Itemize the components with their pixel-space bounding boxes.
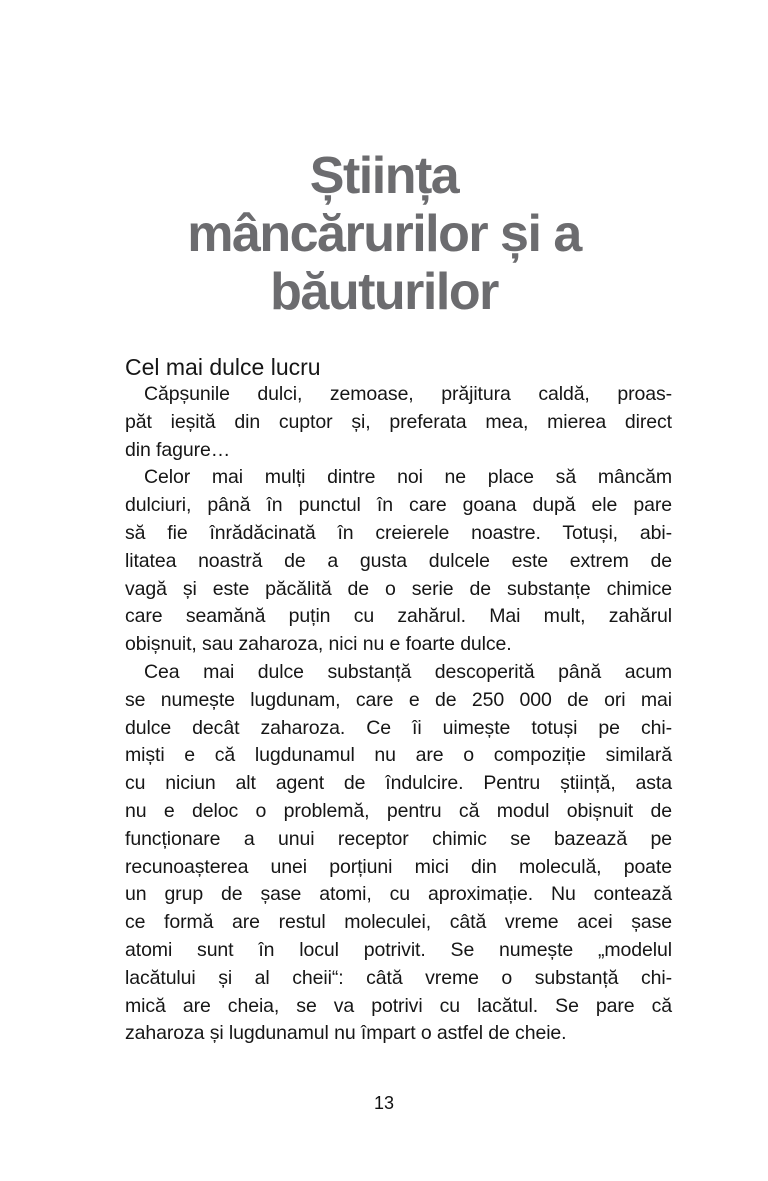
section-heading: Cel mai dulce lucru	[125, 354, 321, 381]
text-line: nu e deloc o problemă, pentru că modul obișnuit de	[125, 799, 672, 822]
text-line: vagă și este păcălită de o serie de substanțe chimice	[125, 577, 672, 600]
text-line: dulciuri, până în punctul în care goana după ele pare	[125, 494, 672, 517]
chapter-title-line: mâncărurilor și a	[187, 204, 581, 263]
text-line: Cea mai dulce substanță descoperită până acum	[144, 660, 672, 683]
paragraph	[125, 464, 672, 659]
text-line: din fagure…	[125, 438, 231, 461]
text-line: cu niciun alt agent de îndulcire. Pentru știință, asta	[125, 772, 672, 795]
page-number: 13	[373, 1093, 395, 1113]
text-line: un grup de șase atomi, cu aproximație. Nu contează	[125, 883, 672, 906]
text-line: păt ieșită din cuptor și, preferata mea, mierea direct	[125, 410, 672, 433]
text-line: atomi sunt în locul potrivit. Se numește „modelul	[125, 938, 672, 961]
text-line: Căpșunile dulci, zemoase, prăjitura caldă, proas-	[144, 383, 672, 405]
text-line: ce formă are restul moleculei, câtă vreme acei șase	[125, 911, 672, 934]
paragraph	[125, 381, 672, 464]
text-line: lacătului și al cheii“: câtă vreme o substanță chi-	[125, 966, 672, 989]
text-line: mică are cheia, se va potrivi cu lacătul. Se pare că	[125, 994, 672, 1017]
chapter-title-line: Știința	[309, 146, 459, 205]
text-line: dulce decât zaharoza. Ce îi uimește totuși pe chi-	[125, 716, 672, 739]
text-line: care seamănă puțin cu zahărul. Mai mult, zahărul	[125, 605, 672, 628]
text-line: miști e că lugdunamul nu are o compoziție similară	[125, 744, 672, 767]
text-line: să fie înrădăcinată în creierele noastre. Totuși, abi-	[125, 521, 672, 544]
chapter-title	[0, 147, 768, 321]
text-line: funcționare a unui receptor chimic se bazează pe	[125, 827, 672, 850]
text-line: zaharoza și lugdunamul nu împart o astfel de cheie.	[125, 1022, 567, 1045]
text-line: se numește lugdunam, care e de 250 000 de ori mai	[125, 688, 672, 711]
text-line: litatea noastră de a gusta dulcele este extrem de	[125, 549, 672, 572]
chapter-title-line: băuturilor	[270, 262, 498, 321]
body-text	[125, 381, 672, 1048]
text-line: Celor mai mulți dintre noi ne place să mâncăm	[144, 466, 672, 489]
text-line: recunoașterea unei porțiuni mici din moleculă, poate	[125, 855, 672, 878]
text-line: obișnuit, sau zaharoza, nici nu e foarte dulce.	[125, 633, 512, 656]
paragraph	[125, 659, 672, 1048]
